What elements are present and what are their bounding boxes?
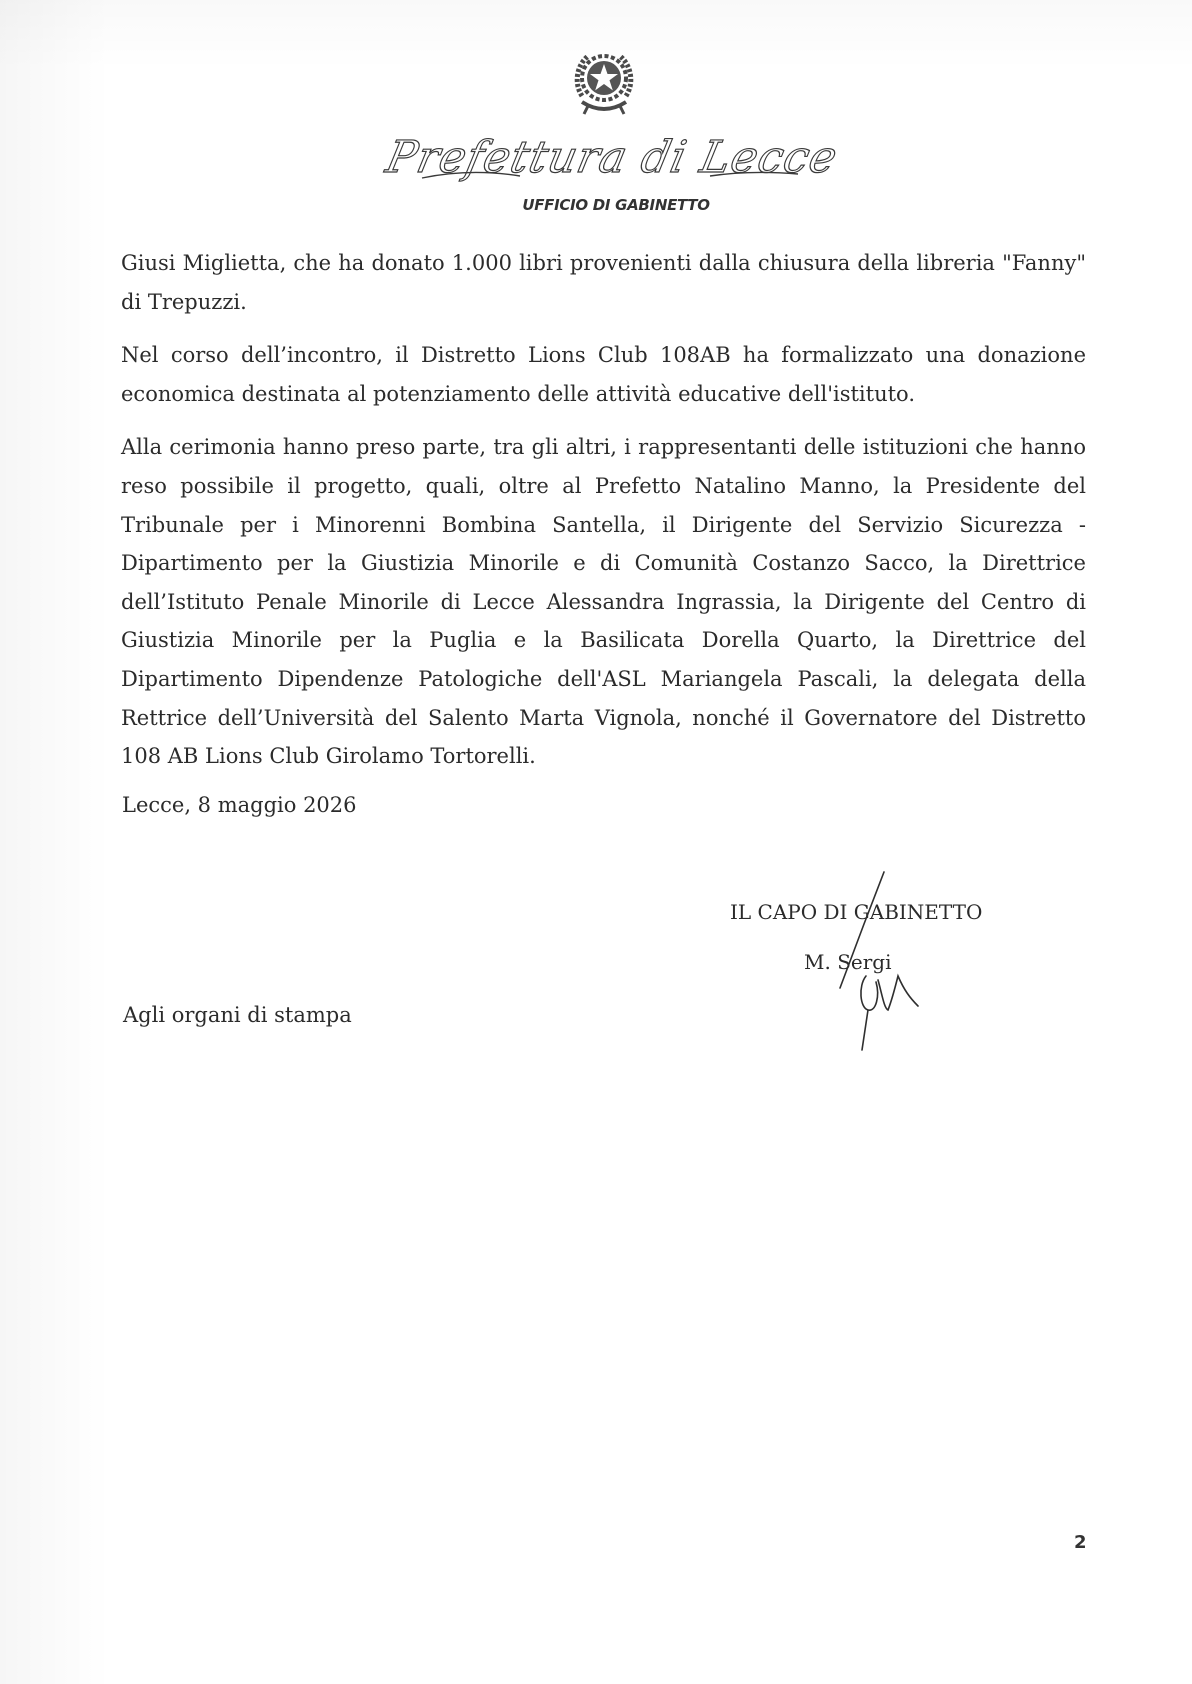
paragraph: Nel corso dell’incontro, il Distretto Lions Club 108AB ha formalizzato una donazione economica destinata al potenziamento delle attività educative dell'istituto.	[121, 343, 1086, 406]
institution-name-calligraphy	[381, 120, 843, 200]
letterhead	[0, 44, 1192, 214]
paragraph: Alla cerimonia hanno preso parte, tra gli altri, i rappresentanti delle istituzioni che hanno reso possibile il progetto, quali, oltre al Prefetto Natalino Manno, la Presidente del Tribunale per i Minorenni Bombina Santella, il Dirigente del Servizio Sicurezza - Dipartimento per la Giustizia Minorile e di Comunità Costanzo Sacco, la Direttrice dell’Istituto Penale Minorile di Lecce Alessandra Ingrassia, la Dirigente del Centro di Giustizia Minorile per la Puglia e la Basilicata Dorella Quarto, la Direttrice del Dipartimento Dipendenze Patologiche dell'ASL Mariangela Pascali, la delegata della Rettrice dell’Università del Salento Marta Vignola, nonché il Governatore del Distretto 108 AB Lions Club Girolamo Tortorelli.	[121, 435, 1086, 769]
paragraph: Giusi Miglietta, che ha donato 1.000 libri provenienti dalla chiusura della libreria "Fanny" di Trepuzzi.	[121, 251, 1086, 314]
signer-name: M. Sergi	[804, 950, 892, 974]
office-name: UFFICIO DI GABINETTO	[522, 196, 710, 214]
recipients: Agli organi di stampa	[123, 1003, 352, 1027]
page-number: 2	[1074, 1532, 1087, 1553]
signature-block	[720, 860, 1080, 1060]
handwritten-signature-icon	[800, 860, 920, 1060]
place-date: Lecce, 8 maggio 2026	[122, 793, 357, 817]
republic-emblem-icon	[568, 44, 640, 120]
scan-shading	[0, 0, 110, 1684]
letter-body	[121, 244, 1086, 791]
signer-title: IL CAPO DI GABINETTO	[730, 900, 983, 924]
svg-text:Prefettura di Lecce: Prefettura di Lecce	[381, 132, 843, 183]
